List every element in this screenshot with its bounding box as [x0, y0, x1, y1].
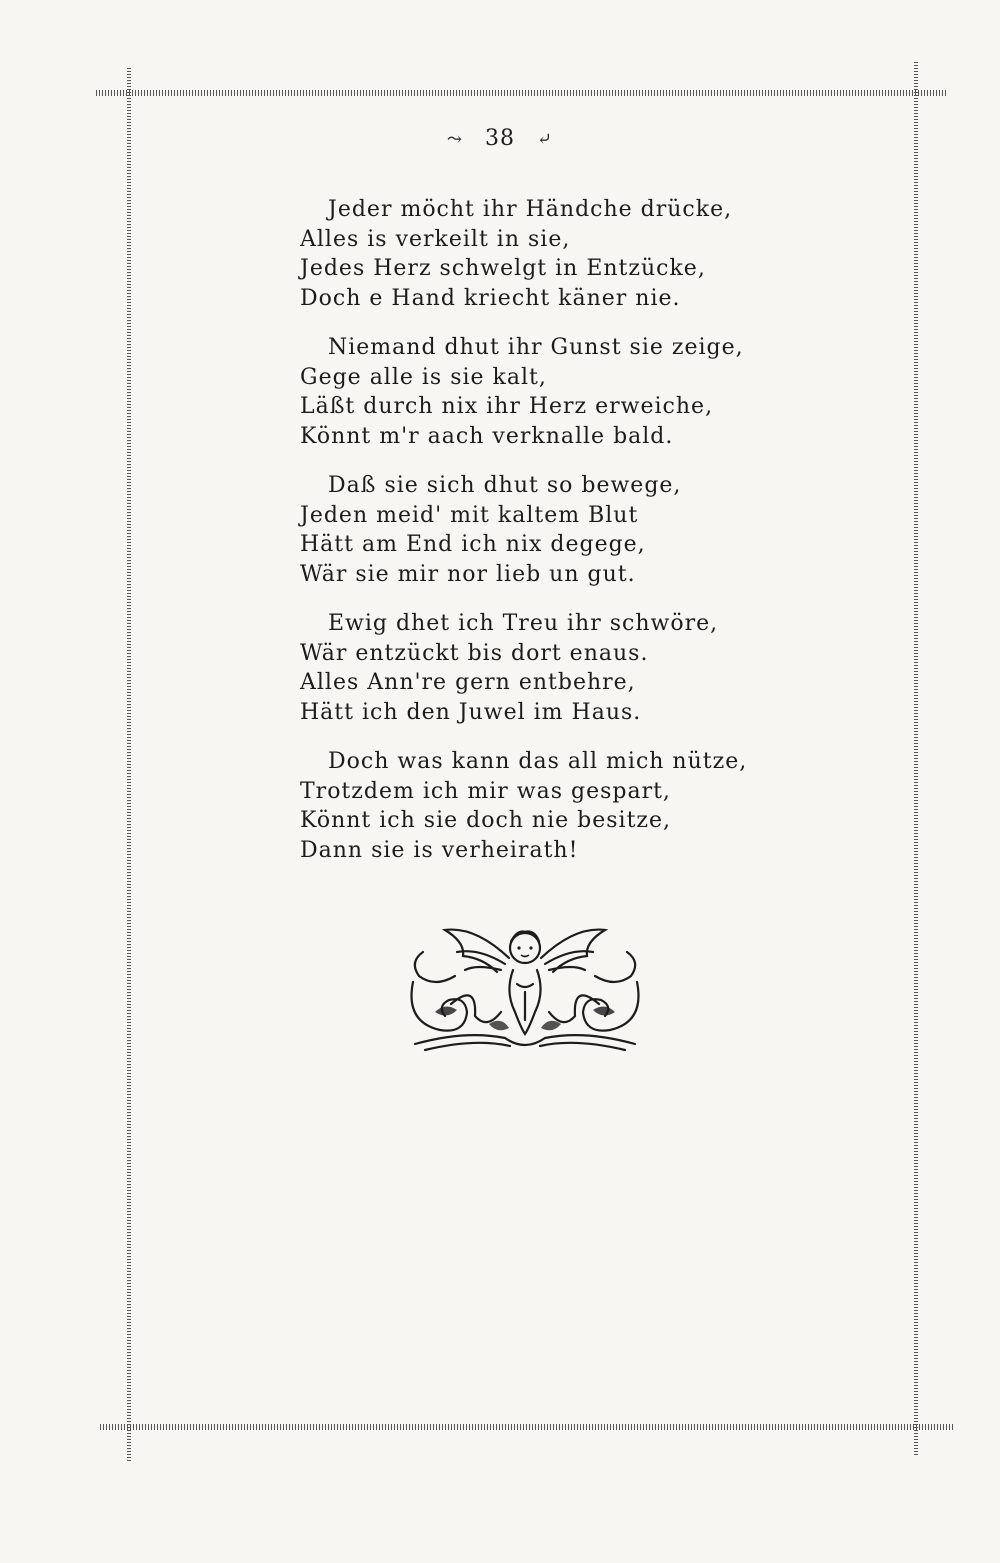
poem-line: Hätt ich den Juwel im Haus. [300, 699, 642, 725]
poem-line: Hätt am End ich nix degege, [300, 532, 646, 557]
poem-line: Doch e Hand kriecht käner nie. [300, 285, 681, 311]
stanza [300, 609, 780, 727]
poem-line: Alles is verkeilt in sie, [300, 226, 571, 252]
page-number: 38 [485, 126, 515, 151]
poem-line: Jeden meid' mit kaltem Blut [300, 502, 639, 528]
stanza [300, 471, 780, 589]
poem-line: Könnt m'r aach verknalle bald. [300, 423, 674, 449]
right-border-rule [914, 60, 918, 1455]
poem-line: Jedes Herz schwelgt in Entzücke, [300, 256, 706, 281]
header-ornament-left-icon: ⤳ [446, 129, 463, 150]
poem-line: Läßt durch nix ihr Herz erweiche, [300, 394, 714, 419]
left-border-rule [127, 66, 131, 1461]
poem-line: Könnt ich sie doch nie besitze, [300, 808, 672, 833]
poem [300, 195, 780, 885]
poem-line: Wär sie mir nor lieb un gut. [300, 561, 636, 587]
poem-line: Daß sie sich dhut so bewege, [328, 473, 682, 498]
poem-line: Trotzdem ich mir was gespart, [300, 778, 671, 804]
header-ornament-right-icon: ⤶ [537, 129, 554, 150]
poem-line: Wär entzückt bis dort enaus. [300, 640, 649, 666]
top-border-rule [96, 90, 946, 96]
poem-line: Ewig dhet ich Treu ihr schwöre, [328, 611, 719, 636]
poem-line: Dann sie is verheirath! [300, 837, 579, 863]
poem-line: Jeder möcht ihr Händche drücke, [328, 197, 733, 222]
page-header [0, 126, 1000, 151]
poem-line: Alles Ann're gern entbehre, [300, 670, 636, 695]
winged-cherub-ornament-icon [405, 912, 645, 1057]
bottom-border-rule [100, 1424, 955, 1430]
stanza [300, 333, 780, 451]
stanza [300, 747, 780, 865]
poem-line: Gege alle is sie kalt, [300, 364, 547, 390]
stanza [300, 195, 780, 313]
poem-line: Niemand dhut ihr Gunst sie zeige, [328, 335, 744, 360]
poem-line: Doch was kann das all mich nütze, [328, 749, 748, 774]
